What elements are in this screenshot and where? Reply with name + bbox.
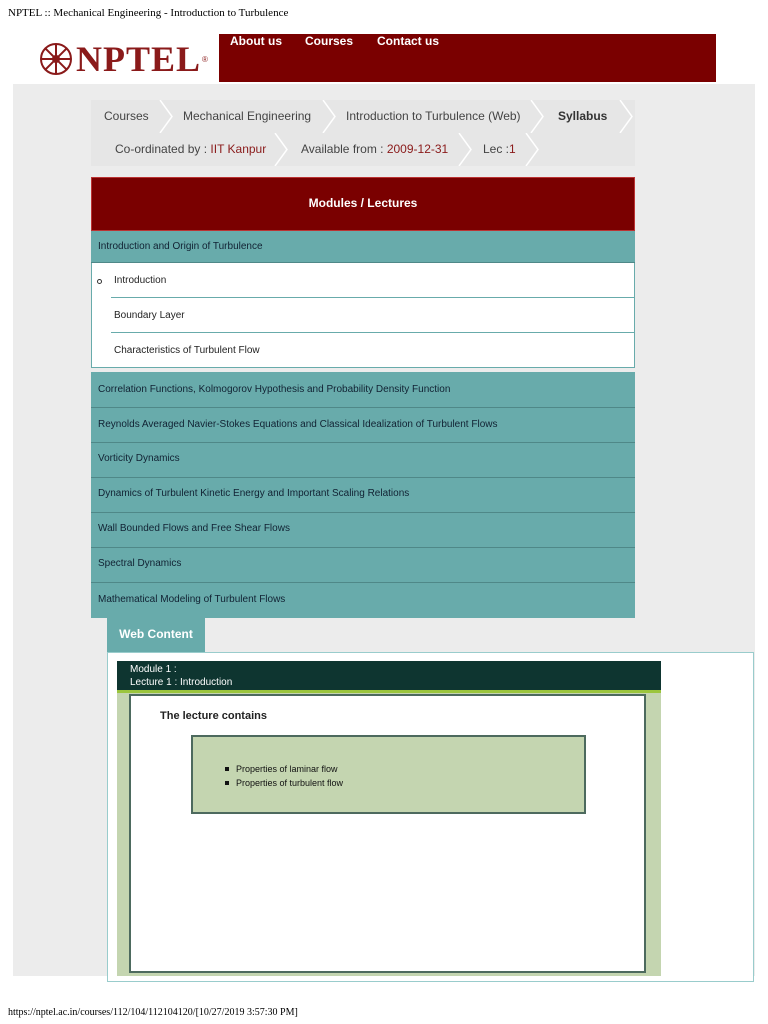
- lecture-line: Lecture 1 : Introduction: [130, 677, 233, 688]
- print-header: NPTEL :: Mechanical Engineering - Introduction to Turbulence: [8, 7, 289, 19]
- breadcrumb-chevron-icon: [525, 133, 539, 166]
- nptel-logo[interactable]: [38, 38, 218, 80]
- lecture-contains-heading: The lecture contains: [160, 710, 267, 722]
- module-5[interactable]: Dynamics of Turbulent Kinetic Energy and Important Scaling Relations: [91, 478, 635, 513]
- module-4[interactable]: Vorticity Dynamics: [91, 443, 635, 478]
- coordinator-value: IIT Kanpur: [210, 142, 267, 156]
- registered-mark: ®: [202, 54, 208, 64]
- module-lecture-bar: [117, 661, 661, 691]
- nav-about-us[interactable]: About us: [230, 34, 282, 48]
- lecture-topics-box: [191, 735, 586, 814]
- tab-web-content[interactable]: Web Content: [107, 618, 205, 652]
- breadcrumb-chevron-icon: [458, 133, 472, 166]
- lecture-label: Boundary Layer: [114, 310, 185, 321]
- logo-text: NPTEL: [76, 39, 202, 79]
- circle-bullet-icon: [97, 279, 102, 284]
- course-info-bar: [91, 133, 635, 166]
- breadcrumb-chevron-icon: [619, 100, 633, 133]
- breadcrumb: [91, 100, 635, 133]
- module-6[interactable]: Wall Bounded Flows and Free Shear Flows: [91, 513, 635, 548]
- module-line: Module 1 :: [130, 664, 177, 675]
- nav-courses[interactable]: Courses: [305, 34, 354, 48]
- square-bullet-icon: [225, 781, 229, 785]
- module-8[interactable]: Mathematical Modeling of Turbulent Flows: [91, 583, 635, 618]
- module-7[interactable]: Spectral Dynamics: [91, 548, 635, 583]
- available-date: 2009-12-31: [386, 142, 449, 156]
- lecture-count-value: 1: [509, 142, 516, 156]
- lecture-characteristics[interactable]: [91, 333, 635, 368]
- list-item: Properties of turbulent flow: [225, 776, 343, 790]
- breadcrumb-course[interactable]: Introduction to Turbulence (Web): [346, 109, 521, 123]
- lecture-label: Introduction: [114, 275, 167, 286]
- lecture-boundary-layer[interactable]: [91, 298, 635, 333]
- breadcrumb-courses[interactable]: Courses: [104, 109, 149, 123]
- breadcrumb-mechanical-engineering[interactable]: Mechanical Engineering: [183, 109, 312, 123]
- coordinated-by: Co-ordinated by : IIT Kanpur: [115, 142, 267, 156]
- nav-contact-us[interactable]: Contact us: [377, 34, 440, 48]
- breadcrumb-chevron-icon: [530, 100, 544, 133]
- breadcrumb-syllabus[interactable]: Syllabus: [558, 109, 608, 123]
- available-from: Available from : 2009-12-31: [301, 142, 449, 156]
- lecture-label: Characteristics of Turbulent Flow: [114, 345, 260, 356]
- lecture-count: Lec :1: [483, 142, 516, 156]
- nptel-wheel-icon: [38, 41, 74, 77]
- modules-lectures-header: Modules / Lectures: [91, 177, 635, 231]
- lecture-introduction[interactable]: [91, 263, 635, 298]
- module-1[interactable]: Introduction and Origin of Turbulence: [91, 231, 635, 263]
- breadcrumb-chevron-icon: [322, 100, 336, 133]
- module-2[interactable]: Correlation Functions, Kolmogorov Hypothesis and Probability Density Function: [91, 372, 635, 408]
- breadcrumb-chevron-icon: [274, 133, 288, 166]
- print-footer: https://nptel.ac.in/courses/112/104/112104120/[10/27/2019 3:57:30 PM]: [8, 1007, 298, 1018]
- breadcrumb-chevron-icon: [159, 100, 173, 133]
- module-3[interactable]: Reynolds Averaged Navier-Stokes Equations and Classical Idealization of Turbulent Flows: [91, 408, 635, 443]
- square-bullet-icon: [225, 767, 229, 771]
- list-item: Properties of laminar flow: [225, 762, 343, 776]
- top-navigation: [219, 34, 716, 82]
